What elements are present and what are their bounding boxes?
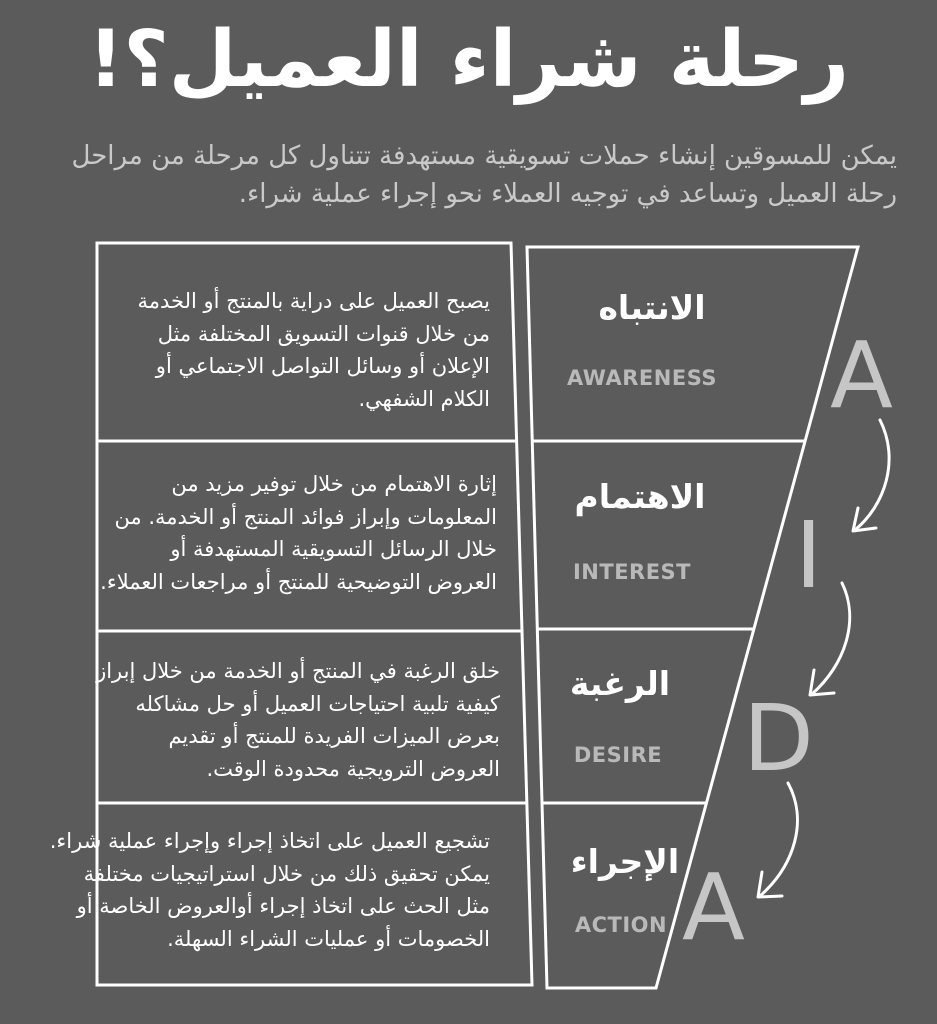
subtitle-line: يمكن للمسوقين إنشاء حملات تسويقية مستهدفة تتناول كل مرحلة من مراحل [71,141,897,171]
aida-letter: A [830,322,893,429]
description-line: العروض الترويجية محدودة الوقت. [206,756,500,781]
stage-description [110,285,490,415]
stage-name-arabic: الانتباه [598,288,706,327]
description-line: الكلام الشفهي. [358,386,490,411]
stage-name-arabic: الرغبة [569,664,671,703]
description-line: الإعلان أو وسائل التواصل الاجتماعي أو [155,354,490,379]
arrow-a-to-i [855,420,889,530]
arrow-d-to-a [760,783,797,896]
page-title: رحلة شراء العميل؟! [87,15,850,105]
description-line: إثارة الاهتمام من خلال توفير مزيد من [171,472,497,496]
stage-name-english: DESIRE [573,743,663,767]
aida-letter: A [682,854,745,961]
stage-name-arabic: الاهتمام [574,477,706,516]
stage-name-english: INTEREST [572,560,692,584]
description-line: من خلال قنوات التسويق المختلفة مثل [157,321,490,346]
stage-name-english: AWARENESS [566,366,718,390]
stage-description [100,468,497,598]
description-line: خلال الرسائل التسويقية المستهدفة أو [170,537,497,562]
subtitle-line: رحلة العميل وتساعد في توجيه العملاء نحو إجراء عملية شراء. [238,178,897,209]
description-line: تشجيع العميل على اتخاذ إجراء وإجراء عملية شراء. [49,829,490,853]
description-line: كيفية تلبية احتياجات العميل أو حل مشاكله [135,691,500,716]
description-line: الخصومات أو عمليات الشراء السهلة. [167,926,490,951]
description-line: بعرض الميزات الفريدة للمنتج أو تقديم [168,724,500,749]
stage-description [96,655,500,785]
stage-name-arabic: الإجراء [570,842,680,881]
description-line: المعلومات وإبراز فوائد المنتج أو الخدمة. من [114,504,497,529]
aida-letter: I [795,502,823,609]
description-line: مثل الحث على اتخاذ إجراء أوالعروض الخاصة أو [76,894,490,919]
aida-letter: D [743,685,814,792]
stage-name-english: ACTION [574,913,668,937]
description-line: العروض التوضيحية للمنتج أو مراجعات العملاء. [100,569,497,594]
description-line: يصبح العميل على دراية بالمنتج أو الخدمة [137,289,490,313]
description-line: يمكن تحقيق ذلك من خلال استراتيجيات مختلفة [83,861,490,886]
stage-description [49,825,490,955]
description-line: خلق الرغبة في المنتج أو الخدمة من خلال إبراز [96,659,500,683]
